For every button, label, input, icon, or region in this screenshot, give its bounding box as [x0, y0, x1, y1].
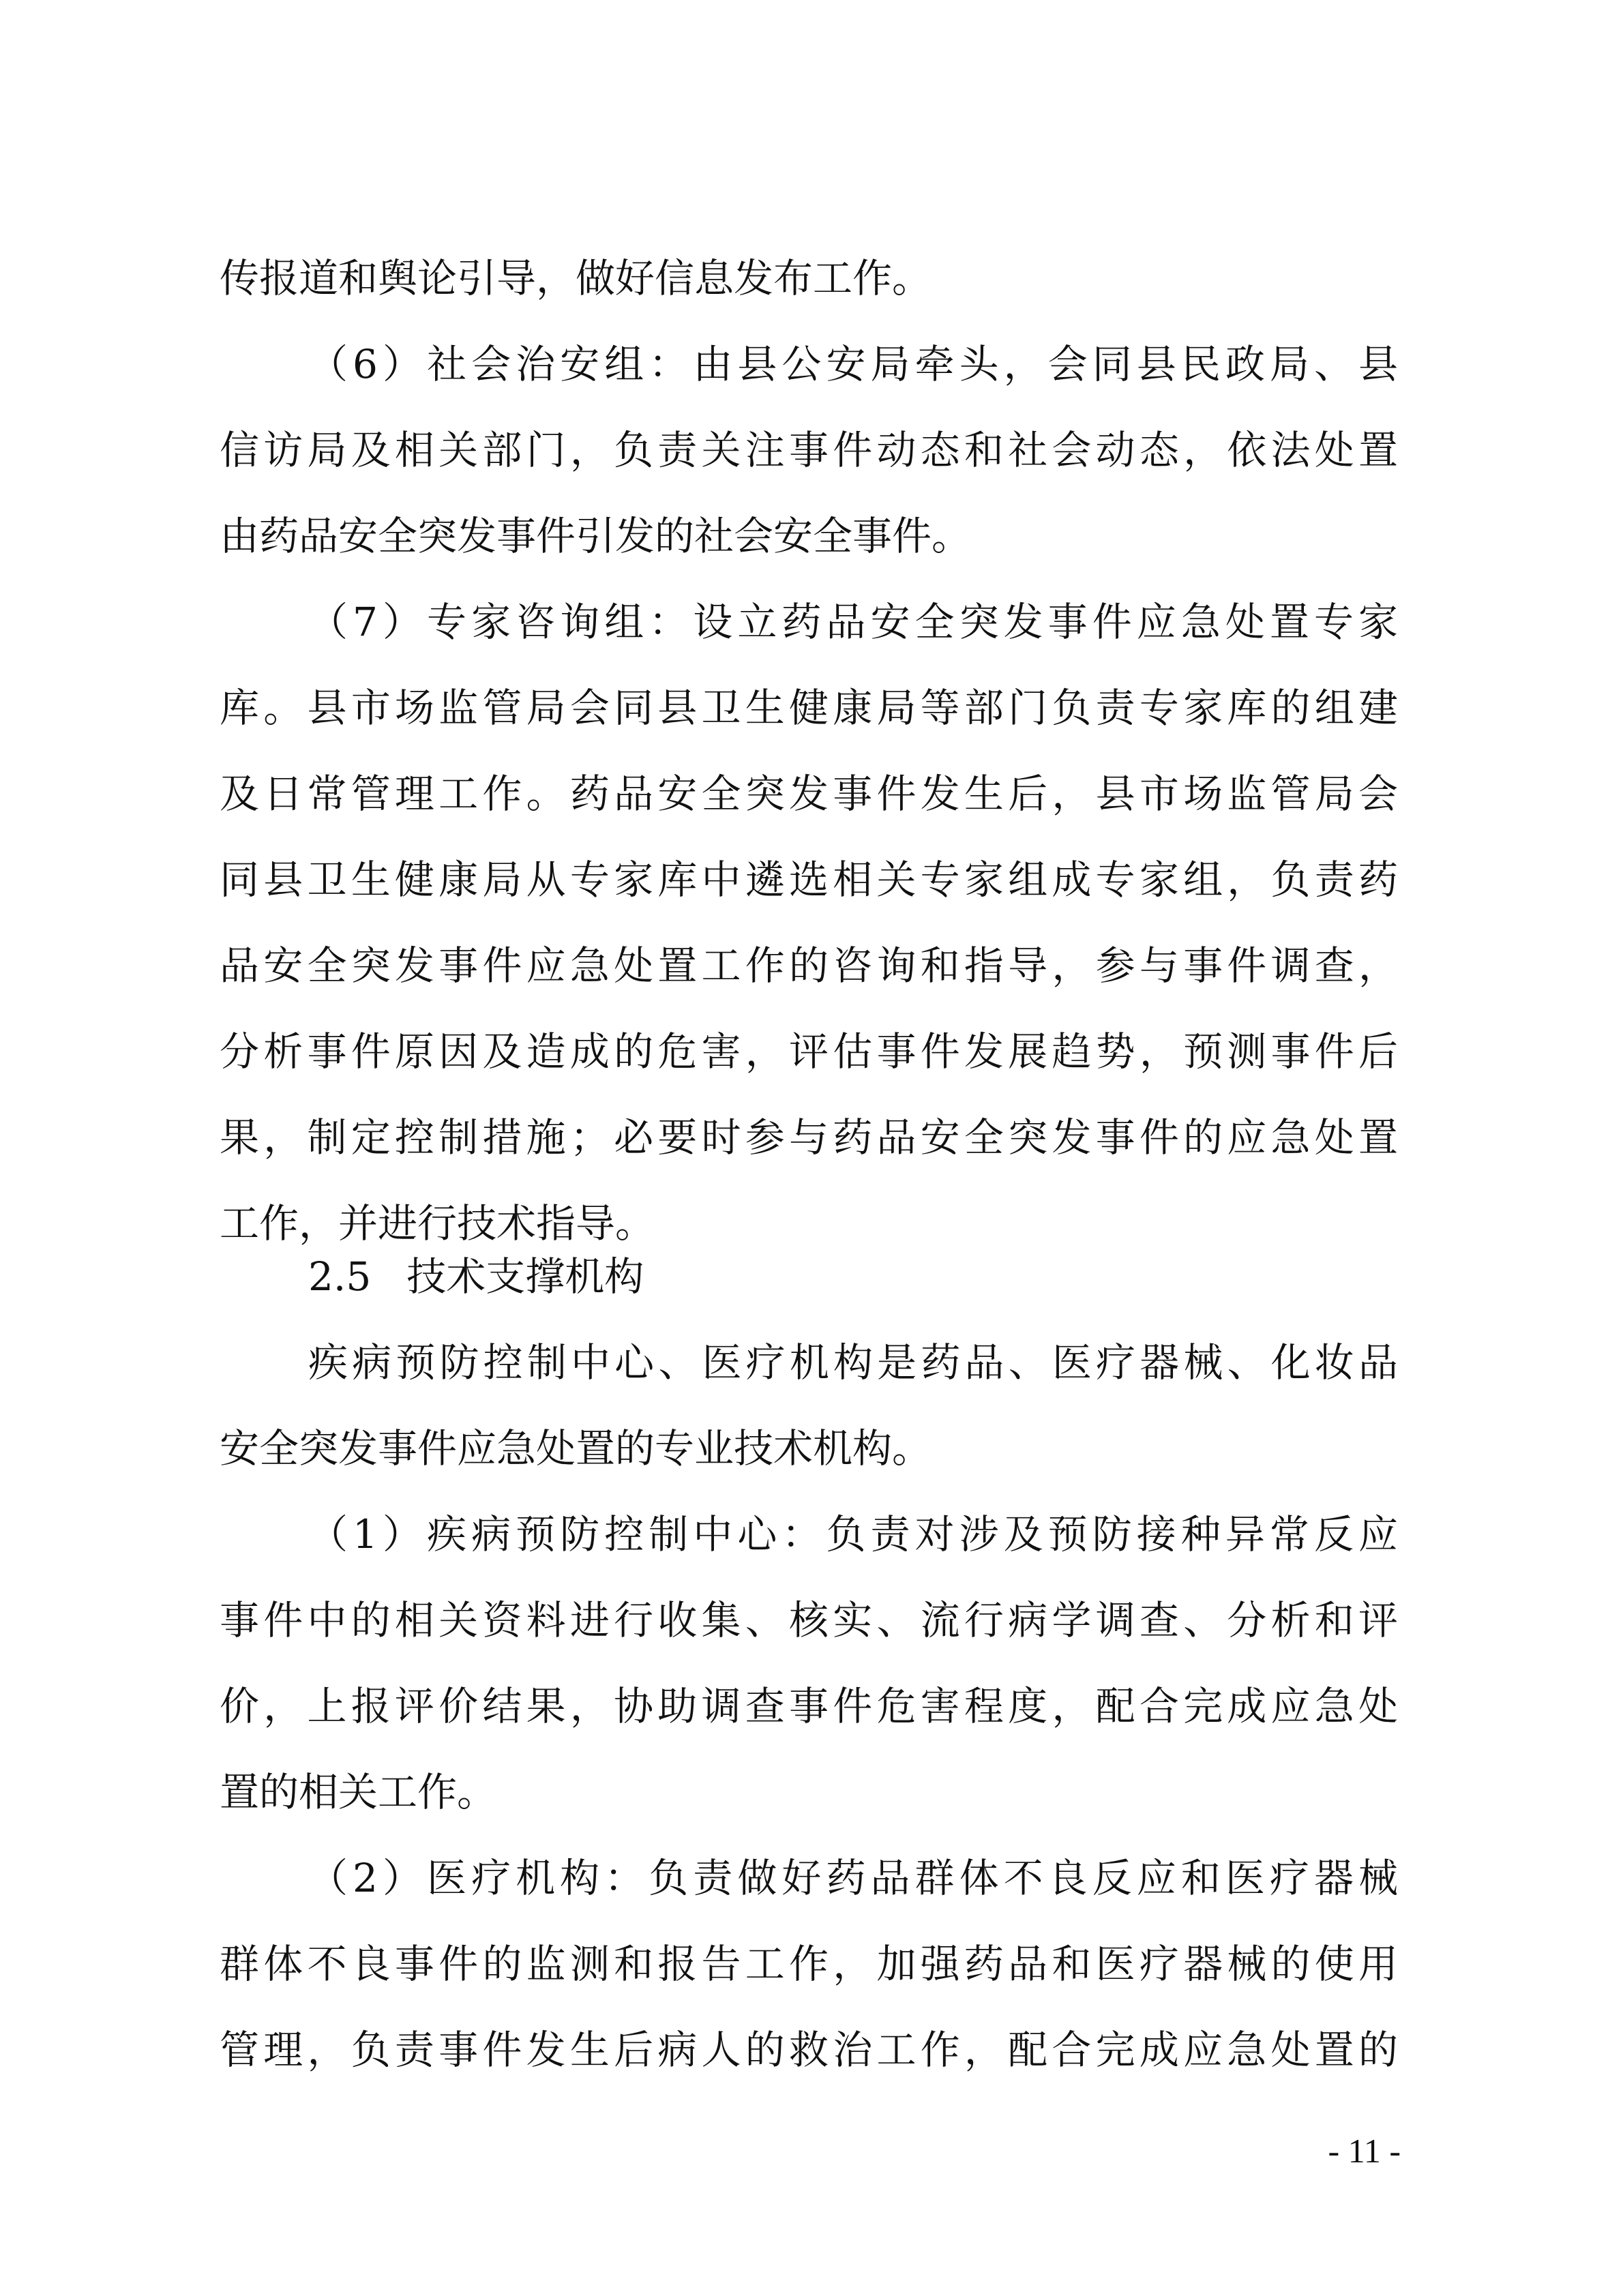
section-title: 技术支撑机构 [406, 1253, 644, 1300]
body-line: 事件中的相关资料进行收集、核实、流行病学调查、分析和评 [220, 1597, 1398, 1643]
body-line: 同县卫生健康局从专家库中遴选相关专家组成专家组，负责药 [220, 856, 1398, 903]
body-line: 安全突发事件应急处置的专业技术机构。 [220, 1425, 932, 1472]
body-line: 管理，负责事件发生后病人的救治工作，配合完成应急处置的 [220, 2027, 1398, 2073]
body-line: （1）疾病预防控制中心：负责对涉及预防接种异常反应 [308, 1511, 1398, 1557]
body-line: 置的相关工作。 [220, 1769, 497, 1815]
body-line: 信访局及相关部门，负责关注事件动态和社会动态，依法处置 [220, 427, 1398, 473]
body-line: （6）社会治安组：由县公安局牵头，会同县民政局、县 [308, 341, 1398, 387]
section-number: 2.5 [308, 1253, 372, 1300]
page-number: - 11 - [1328, 2132, 1401, 2170]
body-line: 工作，并进行技术指导。 [220, 1200, 655, 1247]
body-line: 及日常管理工作。药品安全突发事件发生后，县市场监管局会 [220, 771, 1398, 817]
body-line: 果，制定控制措施；必要时参与药品安全突发事件的应急处置 [220, 1114, 1398, 1161]
body-line: （2）医疗机构：负责做好药品群体不良反应和医疗器械 [308, 1855, 1398, 1901]
body-line: 由药品安全突发事件引发的社会安全事件。 [220, 513, 972, 559]
section-heading [308, 1252, 644, 1301]
body-line: 传报道和舆论引导，做好信息发布工作。 [220, 255, 932, 301]
body-line: 疾病预防控制中心、医疗机构是药品、医疗器械、化妆品 [308, 1339, 1398, 1386]
body-line: 群体不良事件的监测和报告工作，加强药品和医疗器械的使用 [220, 1941, 1398, 1987]
body-line: 分析事件原因及造成的危害，评估事件发展趋势，预测事件后 [220, 1028, 1398, 1075]
body-line: 库。县市场监管局会同县卫生健康局等部门负责专家库的组建 [220, 685, 1398, 731]
body-line: 品安全突发事件应急处置工作的咨询和指导，参与事件调查， [220, 942, 1398, 989]
body-line: （7）专家咨询组：设立药品安全突发事件应急处置专家 [308, 599, 1398, 645]
body-line: 价，上报评价结果，协助调查事件危害程度，配合完成应急处 [220, 1683, 1398, 1729]
